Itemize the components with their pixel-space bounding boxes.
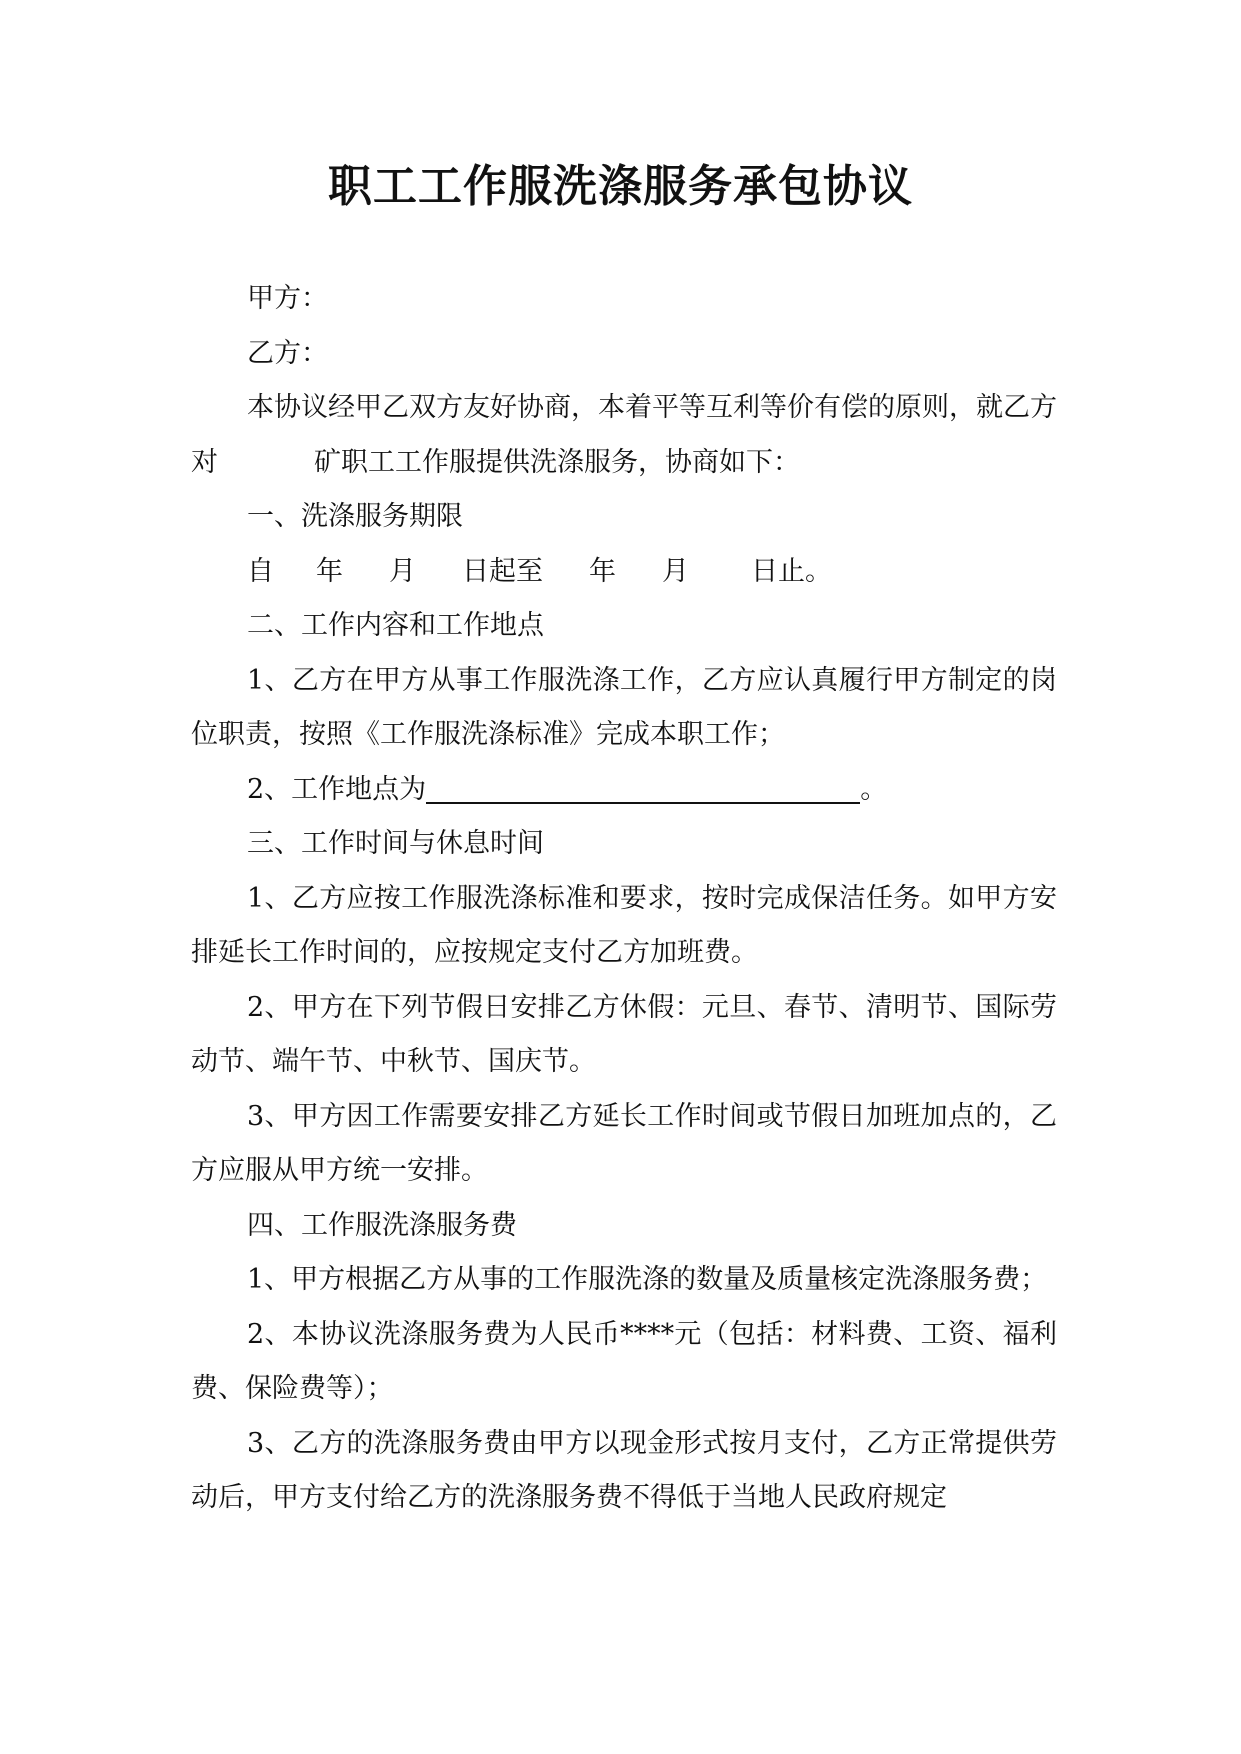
period-month-1: 月 [389,555,416,587]
section-4-item-3: 3、乙方的洗涤服务费由甲方以现金形式按月支付，乙方正常提供劳动后，甲方支付给乙方的洗涤服务费不得低于当地人民政府规定 [191,1427,1057,1513]
period-year-2: 年 [589,555,616,587]
section-2-heading: 二、工作内容和工作地点 [247,610,544,641]
period-day-1: 日起至 [462,555,543,587]
section-4-item-1: 1、甲方根据乙方从事的工作服洗涤的数量及质量核定洗涤服务费； [247,1264,1048,1295]
work-location-end: 。 [860,773,888,805]
work-location-blank [426,772,860,804]
section-3-item-1: 1、乙方应按工作服洗涤标准和要求，按时完成保洁任务。如甲方安排延长工作时间的，应按规定支付乙方加班费。 [191,882,1057,968]
section-4-item-2: 2、本协议洗涤服务费为人民币****元（包括：材料费、工资、福利费、保险费等）； [191,1318,1057,1404]
period-day-2: 日止。 [751,555,832,587]
intro-paragraph [191,381,1057,490]
section-3-item-3: 3、甲方因工作需要安排乙方延长工作时间或节假日加班加点的，乙方应服从甲方统一安排。 [191,1100,1057,1186]
section-4-heading: 四、工作服洗涤服务费 [247,1209,517,1241]
period-year-1: 年 [316,555,343,587]
work-location-label: 2、工作地点为 [247,773,427,805]
document-body [191,272,1057,1526]
section-1-heading: 一、洗涤服务期限 [247,501,463,532]
section-3-heading: 三、工作时间与休息时间 [247,828,544,859]
section-3-item-2: 2、甲方在下列节假日安排乙方休假：元旦、春节、清明节、国际劳动节、端午节、中秋节、国庆节。 [191,991,1057,1077]
party-a-line: 甲方： [247,283,328,314]
intro-after: 矿职工工作服提供洗涤服务，协商如下： [314,446,800,478]
service-period-line [191,545,1057,600]
section-2-item-2 [191,763,1057,818]
section-2-item-1: 1、乙方在甲方从事工作服洗涤工作，乙方应认真履行甲方制定的岗位职责，按照《工作服洗涤标准》完成本职工作； [191,664,1057,750]
intro-before: 本协议经甲乙双方友好协商，本着平等互利等价有偿的原则，就乙方对 [191,392,1057,478]
period-from: 自 [247,555,274,587]
period-month-2: 月 [662,555,689,587]
party-b-line: 乙方： [247,337,328,369]
document-title: 职工工作服洗涤服务承包协议 [328,161,913,212]
